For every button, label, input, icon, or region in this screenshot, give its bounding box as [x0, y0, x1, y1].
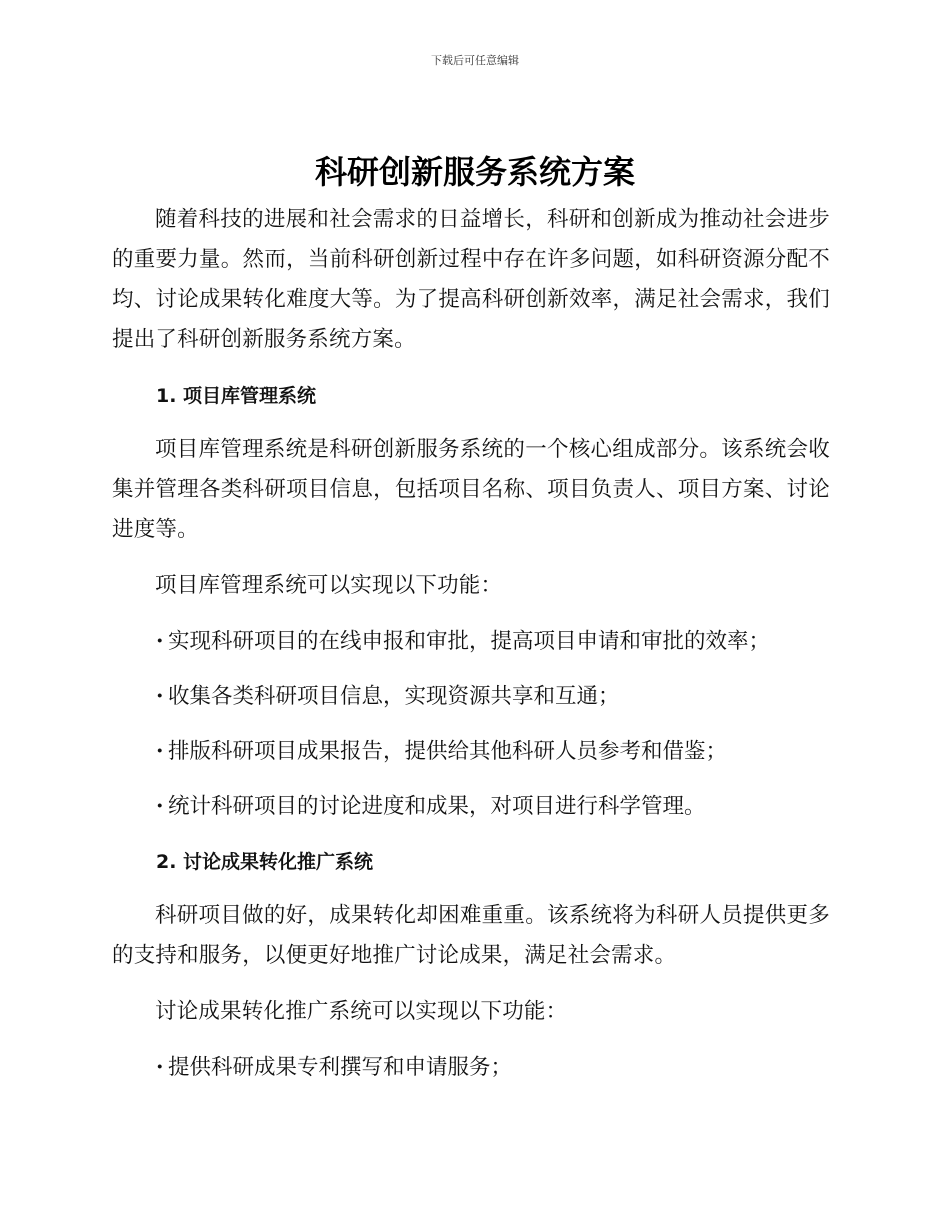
section-paragraph: 讨论成果转化推广系统可以实现以下功能： — [155, 999, 568, 1024]
bullet-icon: · — [156, 794, 164, 819]
section-paragraph: 项目库管理系统可以实现以下功能： — [155, 573, 503, 598]
section-heading-results-transfer: 2. 讨论成果转化推广系统 — [156, 851, 374, 873]
list-item-text: 提供科研成果专利撰写和申请服务； — [168, 1055, 513, 1080]
list-item — [112, 677, 830, 717]
list-item — [112, 1048, 830, 1088]
list-item-text: 统计科研项目的讨论进度和成果，对项目进行科学管理。 — [168, 794, 706, 819]
list-item-text: 收集各类科研项目信息，实现资源共享和互通； — [168, 684, 620, 709]
section-paragraph: 科研项目做的好，成果转化却困难重重。该系统将为科研人员提供更多的支持和服务，以便更好地推广讨论成果，满足社会需求。 — [112, 903, 830, 968]
list-item-text: 实现科研项目的在线申报和审批，提高项目申请和审批的效率； — [168, 629, 771, 654]
document-body — [112, 200, 830, 1103]
section-heading-project-library: 1. 项目库管理系统 — [156, 385, 317, 407]
bullet-icon: · — [156, 684, 164, 709]
header-note: 下载后可任意编辑 — [431, 54, 519, 67]
list-item — [112, 787, 830, 827]
document-title: 科研创新服务系统方案 — [314, 153, 635, 191]
list-item — [112, 622, 830, 662]
bullet-icon: · — [156, 629, 164, 654]
list-item-text: 排版科研项目成果报告，提供给其他科研人员参考和借鉴； — [168, 739, 728, 764]
section-paragraph: 项目库管理系统是科研创新服务系统的一个核心组成部分。该系统会收集并管理各类科研项目信息，包括项目名称、项目负责人、项目方案、讨论进度等。 — [112, 437, 830, 542]
list-item — [112, 732, 830, 772]
bullet-icon: · — [156, 739, 164, 764]
intro-paragraph: 随着科技的进展和社会需求的日益增长，科研和创新成为推动社会进步的重要力量。然而，当前科研创新过程中存在许多问题，如科研资源分配不均、讨论成果转化难度大等。为了提高科研创新效率，满足社会需求，我们提出了科研创新服务系统方案。 — [112, 207, 830, 352]
bullet-icon: · — [156, 1055, 164, 1080]
